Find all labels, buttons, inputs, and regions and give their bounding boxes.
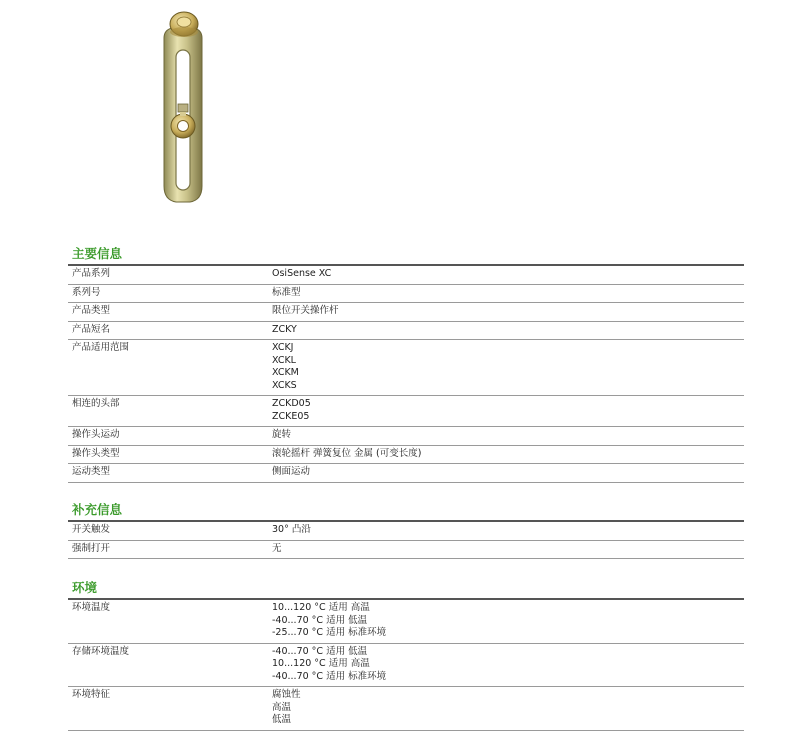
section-title: 补充信息 (72, 502, 123, 517)
spec-value-line: -40...70 °C 适用 标准环境 (272, 670, 387, 682)
spec-label: 运动类型 (72, 466, 111, 477)
table-row (68, 396, 744, 427)
table-row (68, 600, 744, 644)
spec-value (268, 687, 744, 730)
spec-value-line: 侧面运动 (272, 466, 311, 477)
table-row (68, 446, 744, 465)
spec-value-line: -40...70 °C 适用 低温 (272, 614, 368, 626)
spec-value (268, 285, 744, 303)
spec-value-line: XCKM (272, 367, 299, 378)
spec-table (68, 600, 744, 731)
table-row (68, 522, 744, 541)
section-environment (68, 580, 744, 731)
spec-value (268, 644, 744, 687)
spec-value (268, 340, 744, 395)
spec-label: 相连的头部 (72, 398, 120, 409)
spec-value-line: 标准型 (272, 286, 301, 298)
table-row (68, 322, 744, 341)
section-main-info (68, 246, 744, 483)
table-row (68, 340, 744, 396)
spec-label: 产品适用范围 (72, 342, 130, 353)
spec-label: 强制打开 (72, 542, 111, 554)
spec-label: 产品系列 (72, 268, 111, 279)
spec-value (268, 303, 744, 321)
spec-value (268, 322, 744, 340)
spec-label: 操作头类型 (72, 447, 120, 459)
table-row (68, 687, 744, 731)
spec-label: 环境特征 (72, 689, 111, 700)
spec-table (68, 266, 744, 483)
table-row (68, 644, 744, 688)
spec-value (268, 396, 744, 426)
spec-value-line: XCKL (272, 354, 296, 366)
spec-label: 环境温度 (72, 602, 111, 613)
spec-value-line: -25...70 °C 适用 标准环境 (272, 627, 387, 638)
spec-value-line: 30° 凸沿 (272, 524, 311, 535)
spec-value-line: -40...70 °C 适用 低温 (272, 645, 368, 657)
spec-value-line: XCKS (272, 379, 297, 391)
spec-value (268, 464, 744, 482)
spec-value-line: ZCKD05 (272, 398, 311, 409)
spec-value-line: 低温 (272, 714, 292, 725)
spec-value-line: 限位开关操作杆 (272, 305, 339, 316)
table-row (68, 427, 744, 446)
lever-arm-image (150, 8, 220, 208)
spec-table (68, 522, 744, 559)
spec-value-line: 滚轮摇杆 弹簧复位 金属 (可变长度) (272, 447, 422, 459)
spec-value-line: XCKJ (272, 342, 294, 353)
table-row (68, 464, 744, 483)
table-row (68, 285, 744, 304)
spec-label: 系列号 (72, 286, 101, 298)
spec-value-line: 高温 (272, 701, 292, 713)
table-row (68, 303, 744, 322)
section-title: 环境 (72, 580, 98, 595)
spec-value-line: 腐蚀性 (272, 689, 301, 700)
spec-label: 操作头运动 (72, 429, 120, 440)
spec-label: 存储环境温度 (72, 645, 130, 657)
section-supplementary-info (68, 502, 744, 559)
spec-value (268, 266, 744, 284)
product-image (150, 8, 220, 208)
spec-value (268, 427, 744, 445)
spec-value-line: OsiSense XC (272, 268, 332, 279)
spec-value-line: 10...120 °C 适用 高温 (272, 658, 370, 669)
spec-value (268, 541, 744, 559)
spec-label: 开关触发 (72, 524, 111, 535)
spec-value-line: 无 (272, 542, 282, 554)
spec-label: 产品类型 (72, 305, 111, 316)
spec-value (268, 522, 744, 540)
spec-value (268, 600, 744, 643)
spec-label: 产品短名 (72, 323, 111, 335)
spec-value (268, 446, 744, 464)
spec-value-line: ZCKY (272, 323, 297, 335)
table-row (68, 266, 744, 285)
spec-value-line: 10...120 °C 适用 高温 (272, 602, 370, 613)
spec-value-line: 旋转 (272, 429, 292, 440)
spec-value-line: ZCKE05 (272, 410, 310, 422)
table-row (68, 541, 744, 560)
section-title: 主要信息 (72, 246, 123, 261)
